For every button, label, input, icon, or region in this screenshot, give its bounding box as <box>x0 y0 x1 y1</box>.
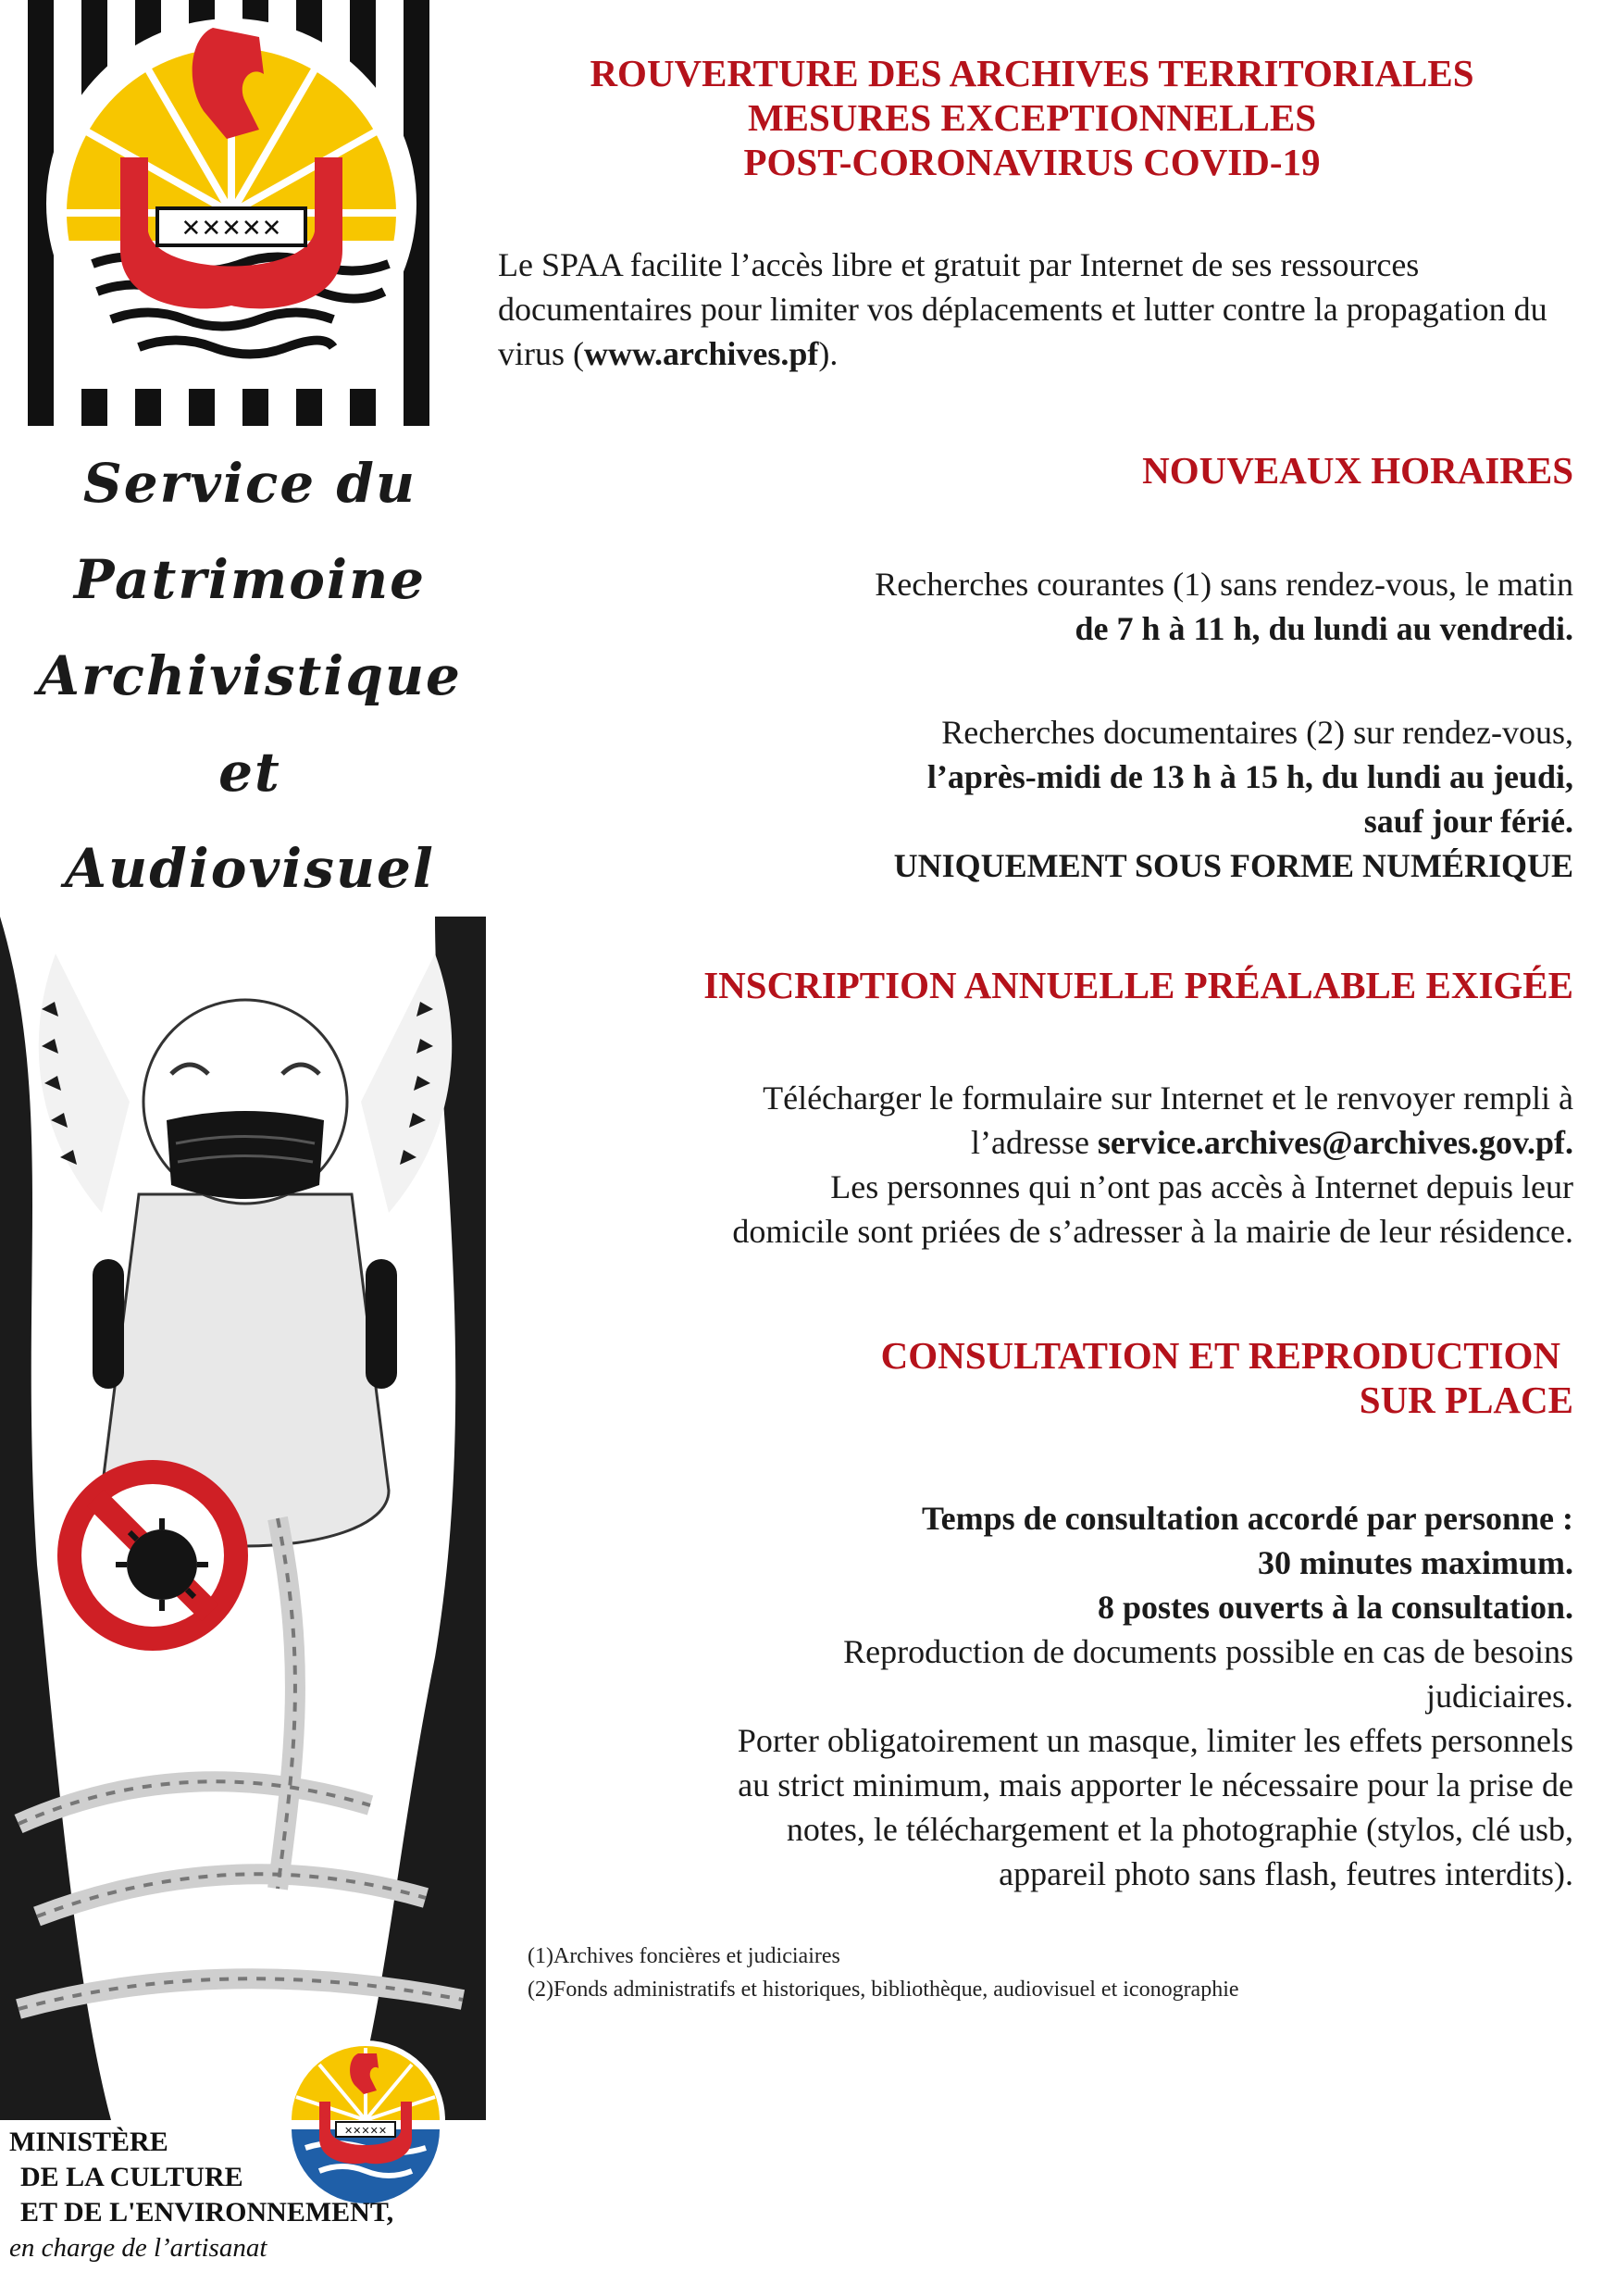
website-link[interactable]: www.archives.pf <box>584 335 819 372</box>
ministry-line: ET DE L'ENVIRONNEMENT, <box>20 2197 394 2227</box>
polynesia-emblem-icon <box>28 0 435 426</box>
footnote: (2)Fonds administratifs et historiques, bibliothèque, audiovisuel et iconographie <box>528 1978 1239 2002</box>
text-line: Temps de consultation accordé par personne : <box>921 1500 1573 1537</box>
title-line: POST-CORONAVIRUS COVID-19 <box>743 141 1321 183</box>
ministry-signature <box>9 2125 491 2265</box>
horaires-paragraph-2 <box>491 710 1573 888</box>
service-name-line: Patrimoine <box>73 548 427 611</box>
text-line: Porter obligatoirement un masque, limiter les effets personnels <box>737 1722 1573 1759</box>
section-heading-consultation <box>491 1333 1573 1422</box>
text-line: domicile sont priées de s’adresser à la mairie de leur résidence. <box>732 1213 1573 1250</box>
text-line: appareil photo sans flash, feutres interdits). <box>999 1855 1573 1892</box>
footnote: (1)Archives foncières et judiciaires <box>528 1944 840 1968</box>
service-name-line: Service du <box>82 452 417 515</box>
text-line: 30 minutes maximum. <box>1258 1544 1573 1581</box>
text-line: Recherches documentaires (2) sur rendez-vous, <box>941 714 1573 751</box>
masked-tiki-no-virus-illustration <box>0 917 486 2120</box>
horaires-paragraph-1 <box>491 562 1573 651</box>
text-fragment: l’adresse <box>970 1124 1098 1161</box>
service-name-line: Archivistique <box>38 644 462 707</box>
section-heading-inscription: INSCRIPTION ANNUELLE PRÉALABLE EXIGÉE <box>703 964 1573 1006</box>
text-line: Recherches courantes (1) sans rendez-vous, le matin <box>875 566 1573 603</box>
text-line: Télécharger le formulaire sur Internet et le renvoyer rempli à <box>763 1079 1573 1117</box>
footnotes <box>528 1940 1564 2006</box>
text-line: 8 postes ouverts à la consultation. <box>1097 1589 1573 1626</box>
text-line: l’après-midi de 13 h à 15 h, du lundi au jeudi, <box>926 758 1573 795</box>
text-line: Reproduction de documents possible en cas de besoins <box>843 1633 1573 1670</box>
text-line: UNIQUEMENT SOUS FORME NUMÉRIQUE <box>893 847 1573 884</box>
inscription-paragraph <box>491 1076 1573 1254</box>
text-line: judiciaires. <box>1426 1678 1573 1715</box>
right-column <box>491 0 1573 2296</box>
left-column <box>0 0 486 2296</box>
section-heading-horaires: NOUVEAUX HORAIRES <box>1142 449 1573 492</box>
page-title <box>491 51 1573 184</box>
svg-text:✕✕✕✕✕: ✕✕✕✕✕ <box>180 215 282 243</box>
ministry-line: MINISTÈRE <box>9 2127 168 2157</box>
text-line: sauf jour férié. <box>1363 803 1573 840</box>
text-line: au strict minimum, mais apporter le nécessaire pour la prise de <box>738 1766 1573 1803</box>
consultation-paragraph <box>491 1496 1573 1896</box>
service-name-line: Audiovisuel <box>65 837 435 900</box>
intro-text: Le SPAA facilite l’accès libre et gratuit par Internet de ses ressources documentaires pour limiter vos déplacements et lutter contre la propagation du virus ( <box>498 246 1547 372</box>
text-line: notes, le téléchargement et la photographie (stylos, clé usb, <box>786 1811 1573 1848</box>
text-line <box>491 1120 1573 1165</box>
service-name <box>19 435 481 917</box>
heading-line: SUR PLACE <box>1359 1379 1573 1421</box>
svg-text:✕✕✕✕✕: ✕✕✕✕✕ <box>343 2125 388 2137</box>
email-link[interactable]: service.archives@archives.gov.pf. <box>1097 1124 1573 1161</box>
service-name-line: et <box>218 741 281 804</box>
title-line: MESURES EXCEPTIONNELLES <box>747 96 1317 139</box>
text-line: Les personnes qui n’ont pas accès à Internet depuis leur <box>830 1168 1573 1205</box>
ministry-subtitle: en charge de l’artisanat <box>9 2233 267 2263</box>
title-line: ROUVERTURE DES ARCHIVES TERRITORIALES <box>590 52 1474 94</box>
intro-text-end: ). <box>818 335 839 372</box>
intro-paragraph <box>491 243 1573 376</box>
heading-line: CONSULTATION ET REPRODUCTION <box>880 1334 1560 1377</box>
ministry-line: DE LA CULTURE <box>20 2162 243 2192</box>
text-line: de 7 h à 11 h, du lundi au vendredi. <box>1075 610 1573 647</box>
